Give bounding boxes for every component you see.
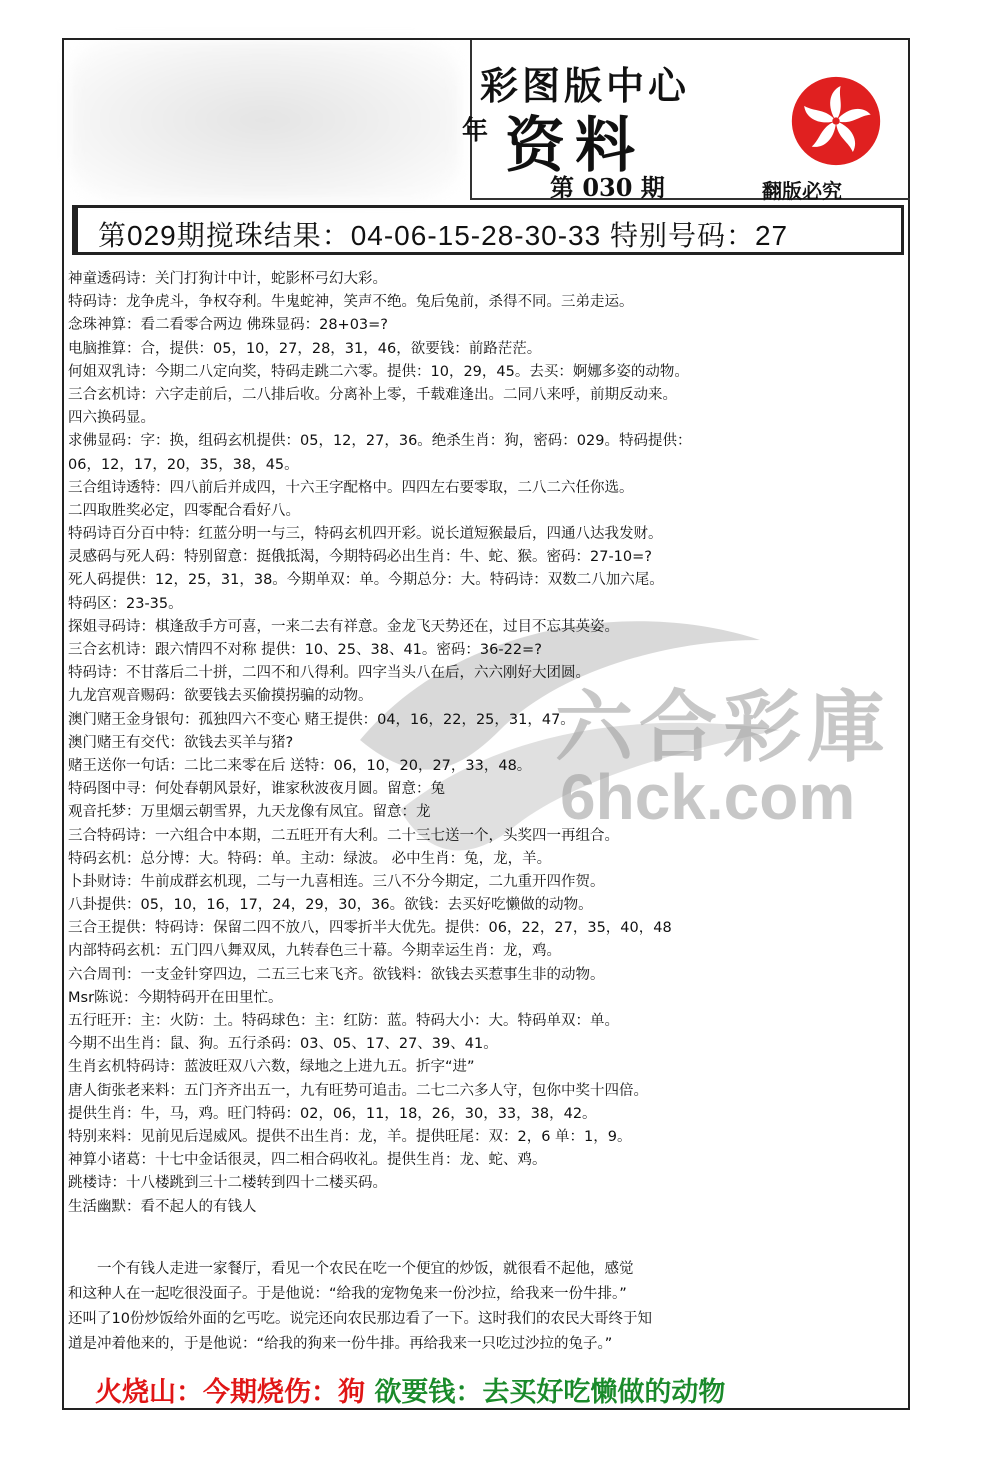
content-line: 特码诗百分百中特：红蓝分明一与三，特码玄机四开彩。说长道短猴最后，四通八达我发财。 [68,526,663,543]
content-line: 灵感码与死人码：特别留意：挺俄抵渴，今期特码必出生肖：牛、蛇、猴。密码：27-10=? [68,549,652,566]
humor-story [68,1257,908,1357]
content-line: 四六换码显。 [68,410,155,427]
content-line: 探姐寻码诗：棋逢敌手方可喜，一来二去有祥意。金龙飞天势还在，过目不忘其英姿。 [68,618,619,635]
content-line: 唐人街张老来料：五门齐齐出五一，九有旺势可追击。二七二六多人守，包你中奖十四倍。 [68,1082,648,1099]
content-line: 神童透码诗：关门打狗计中计，蛇影杯弓幻大彩。 [68,271,387,287]
content-line: 生肖玄机特码诗：蓝波旺双八六数，绿地之上进九五。折字“进” [68,1059,475,1076]
content-line: 三合玄机诗：六字走前后，二八排后收。分离补上零，千载难逢出。二同八来呼，前期反动来。 [68,386,677,403]
center-title: 彩图版中心 [480,63,691,108]
big-title: 资料 [505,111,645,181]
story-line: 和这种人在一起吃很没面子。于是他说：“给我的宠物兔来一份沙拉，给我来一份牛排。” [68,1286,627,1302]
content-lines [68,268,908,1219]
content-line: 何姐双乳诗：今期二八定向奖，特码走跳二六零。提供：10，29，45。去买：婀娜多姿的动物。 [68,363,689,380]
draw-result-box [72,205,904,255]
content-line: 二四取胜奖必定，四零配合看好八。 [68,502,300,519]
year-label: 年 [462,116,489,146]
content-line: 六合周刊：一支金针穿四边，二五三七来飞齐。欲钱料：欲钱去买惹事生非的动物。 [68,966,605,983]
content-line: 特码图中寻：何处春朝风景好，谁家秋波夜月圆。留意：兔 [68,781,445,798]
draw-result-text: 第029期搅珠结果：04-06-15-28-30-33 特别号码：27 [98,220,789,251]
issue-number: 第 030 期 [550,173,665,202]
content-line: 跳楼诗：十八楼跳到三十二楼转到四十二楼买码。 [68,1175,387,1192]
content-line: 死人码提供：12，25，31，38。今期单双：单。今期总分：大。特码诗：双数二八加六尾。 [68,572,664,589]
watermark-title: 六合彩庫 [555,682,892,773]
story-line: 还叫了10份炒饭给外面的乞丐吃。说完还向农民那边看了一下。这时我们的农民大哥终于知 [68,1311,652,1327]
content-line: 三合玄机诗：跟六情四不对称 提供：10、25、38、41。密码：36-22=? [68,642,542,658]
story-line: 一个有钱人走进一家餐厅，看见一个农民在吃一个便宜的炒饭，就很看不起他，感觉 [68,1261,634,1277]
content-line: 特码诗：龙争虎斗，争权夺利。牛鬼蛇神，笑声不绝。兔后兔前，杀得不同。三弟走运。 [68,294,634,311]
content-line: 神算小诸葛：十七中金话很灵，四二相合码收礼。提供生肖：龙、蛇、鸡。 [68,1152,547,1169]
content-line: 电脑推算：合，提供：05，10，27，28，31，46，欲要钱：前路茫茫。 [68,340,542,357]
watermark-url: 6hck.com [560,761,856,833]
content-line: 提供生肖：牛，马，鸡。旺门特码：02，06，11，18，26，30，33，38，42。 [68,1105,597,1122]
content-line: 澳门赌王金身银句：孤独四六不变心 赌王提供：04，16，22，25，31，47。 [68,711,575,728]
content-line: 求佛显码：字：换，组码玄机提供：05，12，27，36。绝杀生肖：狗，密码：029。特码提供： [68,433,692,450]
content-line: 澳门赌王有交代：欲钱去买羊与猪? [68,734,294,751]
content-line: 特码玄机：总分博：大。特码：单。主动：绿波。 必中生肖：兔，龙，羊。 [68,850,552,867]
header-bottom-rule [472,198,910,200]
content-line: 特码区：23-35。 [68,595,183,612]
content-line: 内部特码玄机：五门四八舞双凤，九转春色三十幕。今期幸运生肖：龙，鸡。 [68,943,561,960]
footer-part-1: 火烧山：今期烧伤： [95,1377,338,1408]
content-line: 三合王提供：特码诗：保留二四不放八，四零折半大优先。提供：06，22，27，35，40，48 [68,920,672,937]
copyright-label: 翻版必究 [762,179,842,203]
content-line: 卜卦财诗：牛前成群玄机现，二与一九喜相连。三八不分今期定，二九重开四作贺。 [68,873,605,890]
content-line: 今期不出生肖：鼠、狗。五行杀码：03、05、17、27、39、41。 [68,1036,498,1053]
content-line: 观音托梦：万里烟云朝雪界，九天龙像有凤宜。留意：龙 [68,804,431,821]
story-line: 道是冲着他来的，于是他说：“给我的狗来一份牛排。再给我来一只吃过沙拉的兔子。” [68,1336,613,1352]
content-line: 06，12，17，20，35，38，45。 [68,456,299,473]
content-line: 九龙宫观音赐码：欲要钱去买偷摸拐骗的动物。 [68,688,373,705]
content-line: Msr陈说：今期特码开在田里忙。 [68,989,283,1006]
content-line: 生活幽默：看不起人的有钱人 [68,1198,257,1215]
footer-part-2: 狗 [338,1377,365,1408]
content-line: 五行旺开：主：火防：土。特码球色：主：红防：蓝。特码大小：大。特码单双：单。 [68,1013,619,1029]
content-line: 念珠神算：看二看零合两边 佛珠显码：28+03=? [68,317,389,334]
content-line: 特别来料：见前见后逞威风。提供不出生肖：龙，羊。提供旺尾：双：2，6 单：1，9。 [68,1128,632,1145]
footer-part-3: 欲要钱：去买好吃懒做的动物 [374,1377,726,1408]
content-line: 三合组诗透特：四八前后并成四，十六王字配格中。四四左右要零取，二八二六任你选。 [68,479,634,496]
content-line: 特码诗：不甘落后二十拼，二四不和八得利。四字当头八在后，六六刚好大团圆。 [68,665,590,682]
content-line: 三合特码诗：一六组合中本期，二五旺开有大利。二十三七送一个，头奖四一再组合。 [68,827,619,844]
content-line: 八卦提供：05，10，16，17，24，29，30，36。欲钱：去买好吃懒做的动物。 [68,897,593,914]
bauhinia-logo-icon [790,75,882,167]
content-line: 赌王送你一句话：二比二来零在后 送特：06，10，20，27，33，48。 [68,757,532,774]
footer-banner [95,1370,725,1409]
